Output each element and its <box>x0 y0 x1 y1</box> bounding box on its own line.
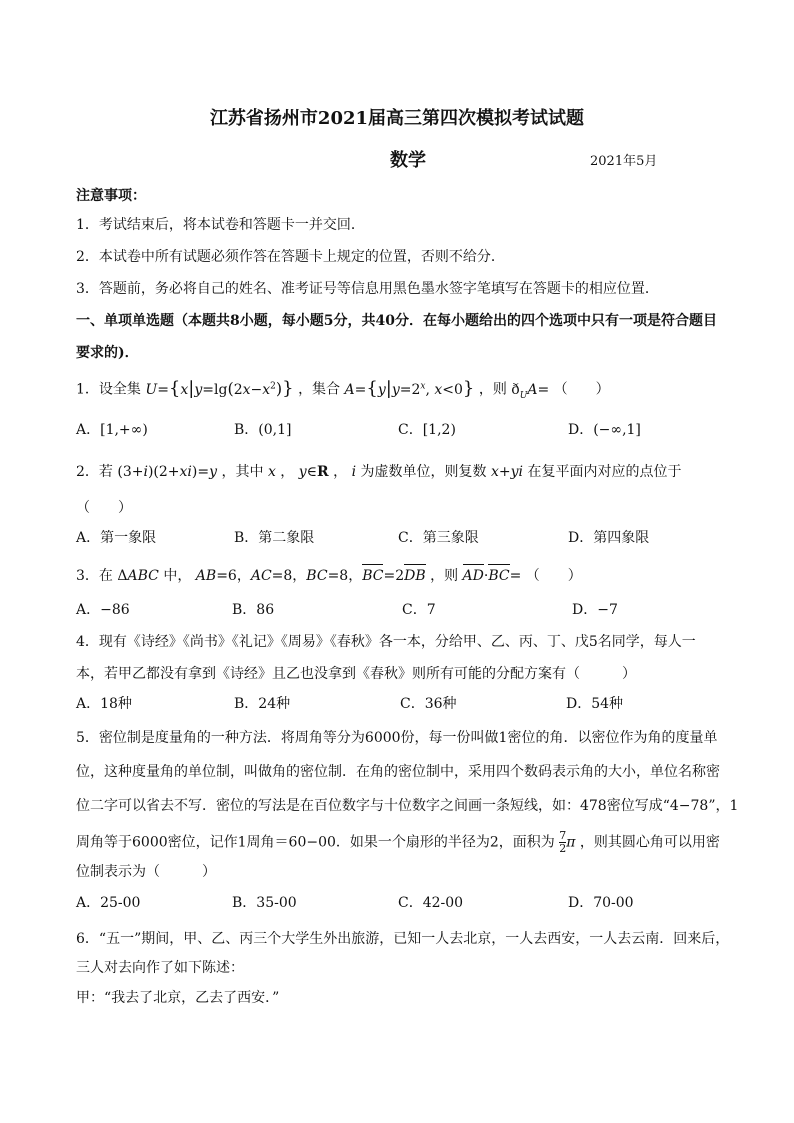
q3-dot-product: AD·BC= <box>462 568 522 584</box>
subject-label: 数学 <box>390 150 426 171</box>
q2-var-y: y∈R <box>298 464 329 480</box>
question-4-line2: 本，若甲乙都没有拿到《诗经》且乙也没拿到《春秋》则所有可能的分配方案有（ ） <box>76 666 636 682</box>
question-6-line3: 甲：“我去了北京，乙去了西安．” <box>76 990 280 1006</box>
q3-conditions: AB=6，AC=8，BC=8，BC=2DB <box>195 568 426 584</box>
q1-mid: ，集合 <box>298 381 341 398</box>
q5-option-d: D．70-00 <box>568 895 634 911</box>
q3-prefix: 3．在 <box>76 568 113 584</box>
q4-option-b: B．24种 <box>234 696 291 712</box>
q1-set-a: $A=\{y|y=2^x$, x<0} <box>344 377 475 399</box>
q3-triangle: ΔABC <box>117 568 159 584</box>
exam-date: 2021年5月 <box>590 154 658 169</box>
notice-item-1: 1．考试结束后，将本试卷和答题卡一并交回． <box>76 217 365 233</box>
q3-mid: 中， <box>163 568 192 584</box>
question-2-line2: （ ） <box>76 500 132 516</box>
question-6-line2: 三人对去向作了如下陈述： <box>76 960 244 976</box>
q2-var-i: i <box>351 464 357 480</box>
question-5-line4 <box>76 830 720 855</box>
q2-option-a: A．第一象限 <box>76 530 157 546</box>
exam-title: 江苏省扬州市2021届高三第四次模拟考试试题 <box>209 108 585 129</box>
q3-suffix: ，则 <box>430 568 459 584</box>
q3-answer-blank: （ ） <box>525 568 582 584</box>
q5-option-c: C．42-00 <box>398 895 464 911</box>
q2-suffix: 在复平面内对应的点位于 <box>527 464 682 480</box>
notice-item-3: 3．答题前，务必将自己的姓名、准考证号等信息用黑色墨水签字笔填写在答题卡的相应位置． <box>76 281 659 297</box>
notice-heading: 注意事项： <box>76 188 146 204</box>
question-5-line2: 位，这种度量角的单位制，叫做角的密位制．在角的密位制中，采用四个数码表示角的大小，单位名称密 <box>76 764 720 780</box>
q2-equation: (3+i)(2+xi)=y <box>117 464 218 480</box>
q1-prefix: 1．设全集 <box>76 381 141 398</box>
question-5-line1: 5．密位制是度量角的一种方法．将周角等分为6000份，每一份叫做1密位的角．以密位作为角的度量单 <box>76 730 718 746</box>
q1-answer-blank: （ ） <box>553 381 610 398</box>
q2-mid2: ， <box>280 464 295 480</box>
question-4-line1: 4．现有《诗经》《尚书》《礼记》《周易》《春秋》各一本，分给甲、乙、丙、丁、戊5名同学，每人一 <box>76 634 696 650</box>
q2-var-x: x <box>267 464 276 480</box>
section-heading-line1: 一、单项单选题（本题共8小题，每小题5分，共40分．在每小题给出的四个选项中只有一项是符合题目 <box>76 313 717 329</box>
q4-option-a: A．18种 <box>76 696 132 712</box>
q3-option-b: B．86 <box>232 602 275 618</box>
section-heading-line2: 要求的)． <box>76 345 139 361</box>
q2-prefix: 2．若 <box>76 464 113 480</box>
q2-mid3: 为虚数单位，则复数 <box>360 464 487 480</box>
q5-option-a: A．25-00 <box>76 895 141 911</box>
q3-option-d: D．−7 <box>572 602 618 618</box>
q2-option-c: C．第三象限 <box>398 530 479 546</box>
q5-option-b: B．35-00 <box>232 895 297 911</box>
q1-suffix: ，则 <box>478 381 507 398</box>
q2-mid: ，其中 <box>221 464 264 480</box>
question-5-line5: 位制表示为（ ） <box>76 864 216 880</box>
q2-option-b: B．第二象限 <box>234 530 315 546</box>
q1-option-b: B．(0,1] <box>234 422 292 438</box>
question-6-line1: 6．“五一”期间，甲、乙、丙三个大学生外出旅游，已知一人去北京，一人去西安，一人去云南．回来后， <box>76 931 730 947</box>
question-5-line3: 位二字可以省去不写．密位的写法是在百位数字与十位数字之间画一条短线，如：478密位写成“4−78”，1 <box>76 798 739 814</box>
q2-complex: x+yi <box>490 464 524 480</box>
question-1 <box>76 376 610 405</box>
q5-line4-prefix: 周角等于6000密位，记作1周角＝60−00．如果一个扇形的半径为2，面积为 <box>76 834 555 851</box>
q1-option-c: C．[1,2) <box>398 422 456 438</box>
q5-line4-suffix: ，则其圆心角可以用密 <box>579 834 720 851</box>
q1-option-d: D．(−∞,1] <box>568 422 641 438</box>
q4-option-d: D．54种 <box>566 696 624 712</box>
q5-area-fraction: $\frac{7}{2}$ <box>559 829 567 855</box>
q1-option-a: A．[1,+∞) <box>76 422 148 438</box>
q2-mid-comma: ， <box>333 464 348 480</box>
q3-option-c: C．7 <box>402 602 436 618</box>
q1-complement: $ð_UA=$ <box>511 381 550 401</box>
q2-option-d: D．第四象限 <box>568 530 650 546</box>
q1-universal-set: $U=\{x|y=\lg(2x-x^2)\}$ <box>145 377 294 399</box>
q3-option-a: A．−86 <box>76 602 130 618</box>
q4-option-c: C．36种 <box>400 696 457 712</box>
question-3 <box>76 566 582 586</box>
q5-pi: π <box>566 834 576 851</box>
question-2-line1 <box>76 462 681 482</box>
notice-item-2: 2．本试卷中所有试题必须作答在答题卡上规定的位置，否则不给分． <box>76 249 505 265</box>
